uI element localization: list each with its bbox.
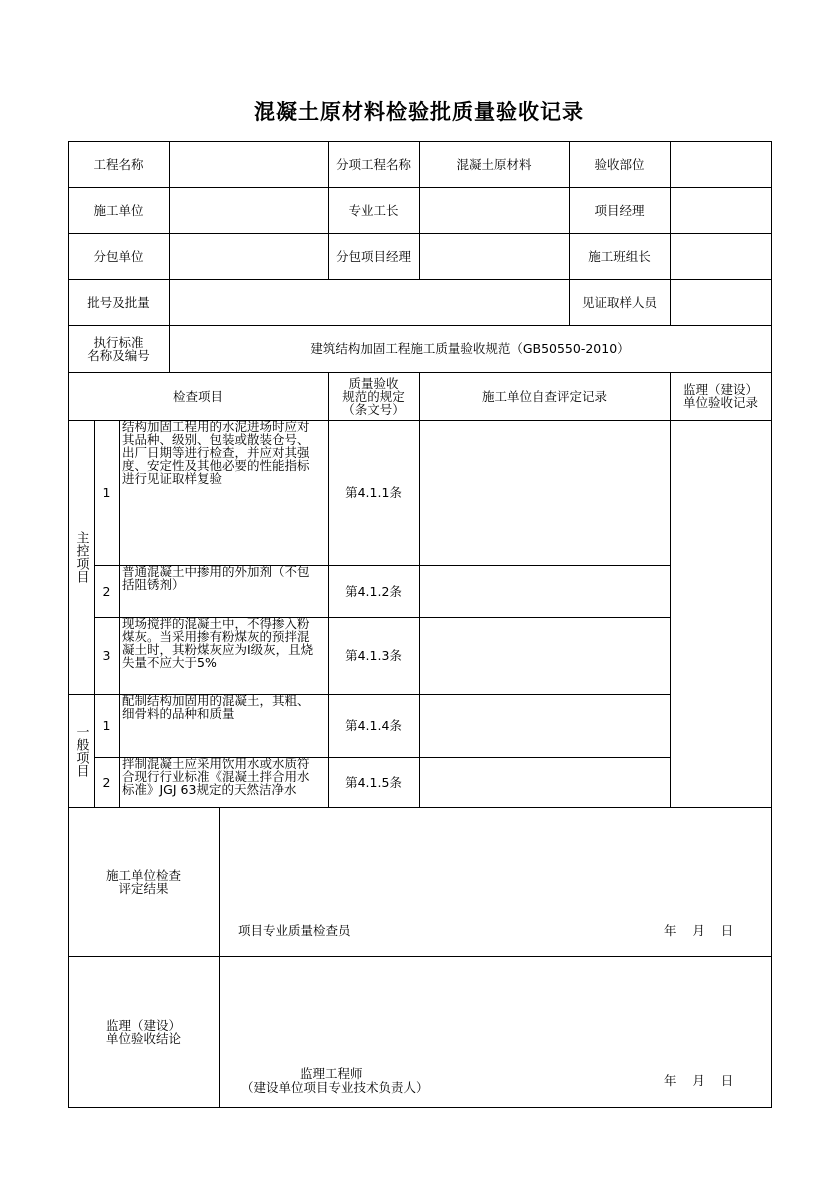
general-item-2-line: 拌制混凝土应采用饮用水或水质符	[122, 756, 310, 771]
standard-value: 建筑结构加固工程施工质量验收规范（GB50550-2010）	[310, 341, 630, 356]
main-item-1-line: 结构加固工程用的水泥进场时应对	[122, 419, 310, 434]
construction-result-line1: 施工单位检查	[105, 867, 181, 883]
main-item-2-desc	[119, 565, 328, 617]
project-name-field[interactable]	[169, 141, 328, 187]
main-item-3-desc	[119, 617, 328, 694]
subcontract-manager-label: 分包项目经理	[335, 248, 411, 264]
team-leader-label: 施工班组长	[588, 248, 651, 264]
main-item-1-line: 其品种、级别、包装或散装仓号、	[122, 432, 310, 447]
engineer-note: （建设单位项目专业技术负责人）	[241, 1080, 429, 1095]
sub-project-value: 混凝土原材料	[456, 156, 532, 172]
main-item-3-clause: 第4.1.3条	[345, 648, 402, 663]
col-spec	[328, 372, 419, 420]
main-item-3-line: 凝土时，其粉煤灰应为I级灰，且烧	[122, 642, 314, 657]
self-check-record[interactable]	[419, 420, 670, 565]
construction-result-line2: 评定结果	[118, 880, 169, 896]
construction-unit-label: 施工单位	[93, 202, 144, 218]
main-item-1-line: 度、安定性及其他必要的性能指标	[122, 458, 310, 473]
subcontract-unit-label: 分包单位	[93, 248, 144, 264]
general-item-1-no: 1	[102, 718, 111, 733]
inspector-label: 项目专业质量检查员	[238, 923, 351, 938]
col-supervision-line1: 监理（建设）	[682, 382, 758, 397]
main-item-3-no: 3	[102, 648, 111, 663]
inspector-date: 年 月 日	[664, 923, 734, 938]
main-item-1-no: 1	[102, 485, 111, 500]
project-manager-label: 项目经理	[594, 202, 645, 218]
engineer-date: 年 月 日	[664, 1073, 734, 1088]
supervision-conclusion-line1: 监理（建设）	[105, 1017, 181, 1033]
general-item-1-desc	[119, 694, 328, 757]
team-leader-field[interactable]	[670, 233, 771, 279]
col-self-check: 施工单位自查评定记录	[481, 388, 607, 404]
main-item-2-no: 2	[102, 583, 111, 599]
main-item-3-line: 失量不应大于5%	[122, 655, 217, 670]
general-item-2-clause: 第4.1.5条	[345, 774, 402, 790]
main-item-2-clause: 第4.1.2条	[345, 583, 402, 599]
main-item-2-line: 普通混凝土中掺用的外加剂（不包	[122, 564, 310, 579]
col-supervision	[670, 372, 771, 420]
supervision-conclusion-label	[68, 956, 219, 1107]
general-item-2-no: 2	[102, 774, 111, 790]
supervision-conclusion-line2: 单位验收结论	[105, 1030, 181, 1046]
general-item-2-line: 标准》JGJ 63规定的天然洁净水	[122, 782, 297, 797]
col-spec-line3: （条文号）	[342, 401, 405, 417]
main-item-1-line: 出厂日期等进行检查，并应对其强	[122, 445, 310, 460]
sub-project-label: 分项工程名称	[335, 156, 411, 172]
general-item-2-line: 合现行行业标准《混凝土拌合用水	[122, 769, 310, 784]
standard-label	[68, 325, 169, 372]
col-check-item: 检查项目	[172, 388, 223, 404]
main-item-3-line: 煤灰。当采用掺有粉煤灰的预拌混	[122, 629, 310, 644]
col-supervision-line2: 单位验收记录	[682, 395, 758, 410]
main-item-1-desc	[119, 420, 328, 565]
witness-field[interactable]	[670, 279, 771, 325]
construction-unit-field[interactable]	[169, 187, 328, 233]
construction-result-label	[68, 807, 219, 956]
general-item-2-desc	[119, 757, 328, 807]
general-item-1-line: 细骨料的品种和质量	[122, 706, 235, 721]
subcontract-unit-field[interactable]	[169, 233, 328, 279]
engineer-label: 监理工程师	[300, 1066, 363, 1081]
col-spec-line2: 规范的规定	[342, 388, 405, 404]
general-item-1-clause: 第4.1.4条	[345, 718, 402, 733]
standard-label-line2: 名称及编号	[87, 347, 150, 363]
main-item-1-line: 进行见证取样复验	[122, 471, 223, 486]
main-group-label: 主控项目	[73, 531, 89, 583]
main-item-1-clause: 第4.1.1条	[345, 485, 402, 500]
acceptance-part-label: 验收部位	[594, 156, 645, 172]
witness-label: 见证取样人员	[581, 294, 657, 310]
acceptance-part-field[interactable]	[670, 141, 771, 187]
project-name-label: 工程名称	[93, 156, 144, 172]
foreman-label: 专业工长	[348, 202, 399, 218]
main-item-2-line: 括阻锈剂）	[122, 577, 185, 592]
batch-field[interactable]	[169, 279, 569, 325]
subcontract-manager-field[interactable]	[419, 233, 569, 279]
supervision-record[interactable]	[670, 420, 771, 807]
general-group-label: 一般项目	[73, 724, 89, 777]
col-spec-line1: 质量验收	[348, 375, 399, 391]
main-item-3-line: 现场搅拌的混凝土中，不得掺入粉	[122, 616, 310, 631]
project-manager-field[interactable]	[670, 187, 771, 233]
page-title: 混凝土原材料检验批质量验收记录	[254, 100, 584, 124]
general-item-1-line: 配制结构加固用的混凝土，其粗、	[122, 693, 310, 708]
foreman-field[interactable]	[419, 187, 569, 233]
standard-label-line1: 执行标准	[93, 334, 144, 350]
batch-label: 批号及批量	[87, 294, 150, 310]
